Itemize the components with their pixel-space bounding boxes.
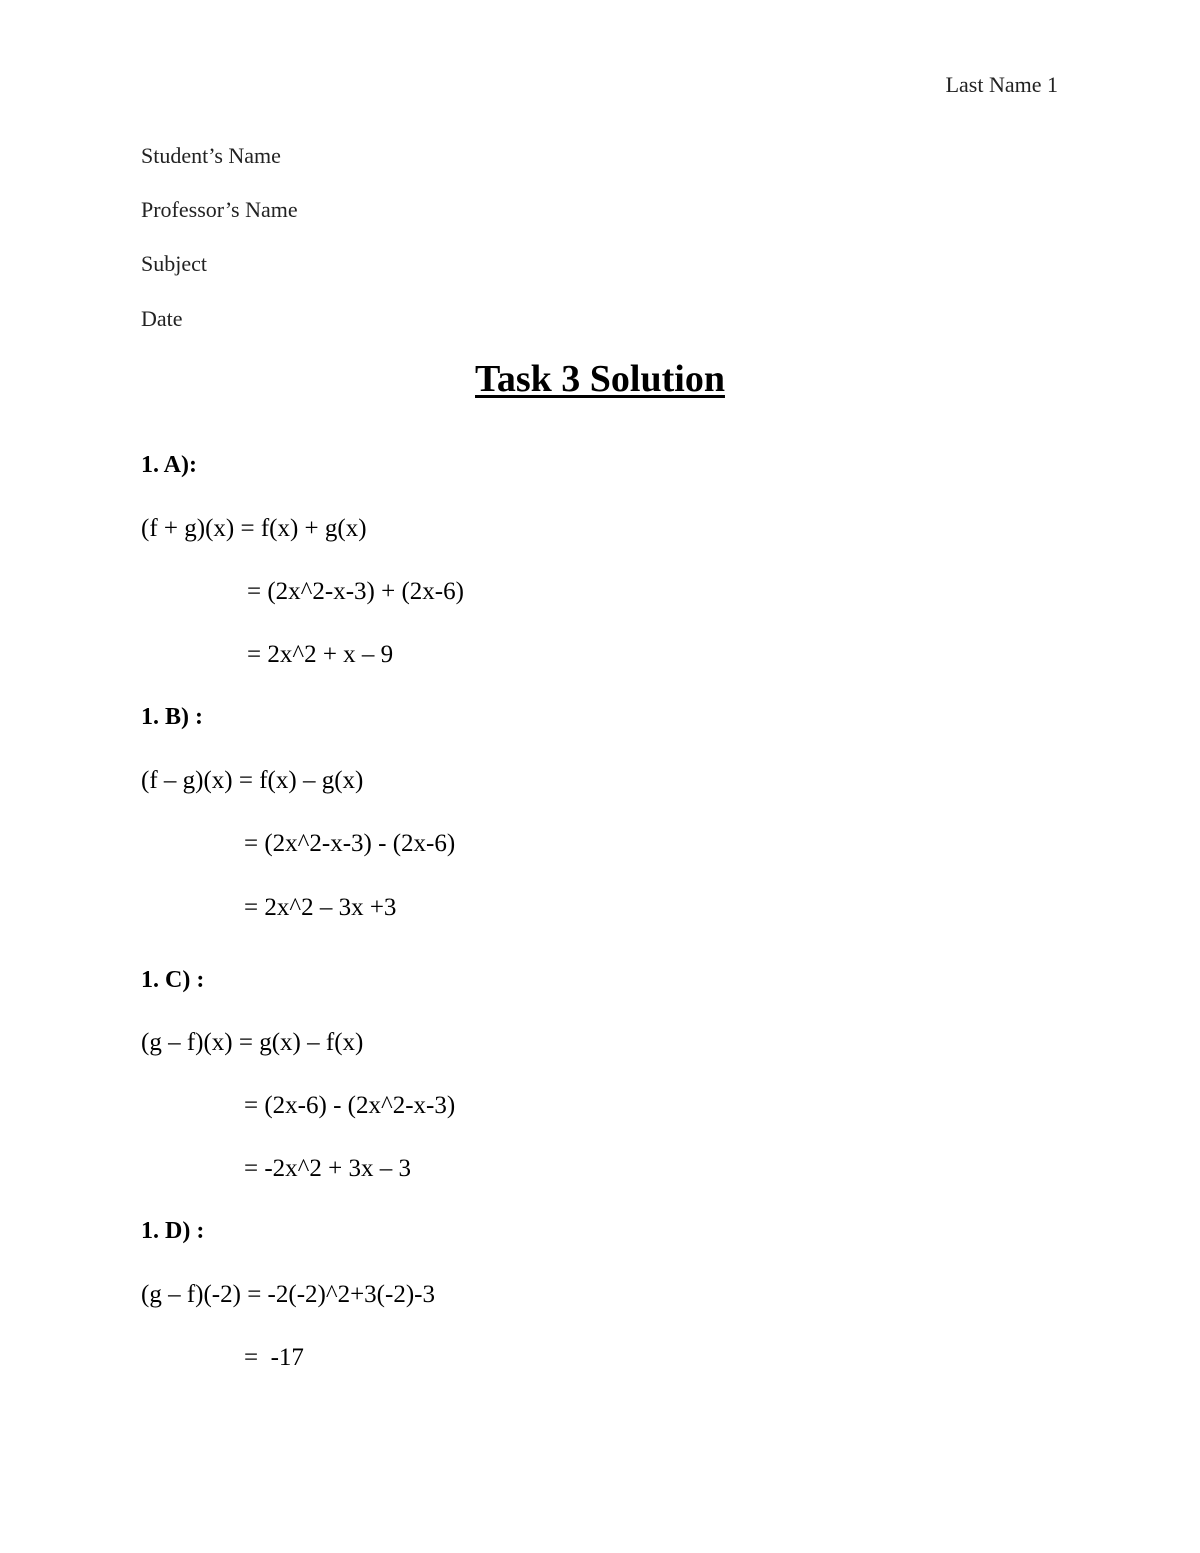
section-b-line-1: (f – g)(x) = f(x) – g(x) — [141, 767, 364, 794]
subject: Subject — [141, 251, 207, 276]
section-c-line-3: = -2x^2 + 3x – 3 — [244, 1155, 412, 1182]
date: Date — [141, 306, 183, 331]
section-b-line-2: = (2x^2-x-3) - (2x-6) — [244, 830, 456, 857]
section-c-line-1: (g – f)(x) = g(x) – f(x) — [141, 1029, 364, 1056]
section-d-label: 1. D) : — [141, 1218, 205, 1244]
section-c-line-2: = (2x-6) - (2x^2-x-3) — [244, 1092, 456, 1119]
page-title: Task 3 Solution — [475, 358, 725, 400]
section-a-line-1: (f + g)(x) = f(x) + g(x) — [141, 515, 367, 542]
section-a-line-3: = 2x^2 + x – 9 — [247, 641, 394, 668]
section-a-label: 1. A): — [141, 452, 197, 478]
running-head: Last Name 1 — [945, 72, 1058, 97]
section-d-line-2: = -17 — [244, 1344, 304, 1371]
section-b-line-3: = 2x^2 – 3x +3 — [244, 894, 397, 921]
section-a-line-2: = (2x^2-x-3) + (2x-6) — [247, 578, 464, 605]
student-name: Student’s Name — [141, 143, 281, 168]
section-c-label: 1. C) : — [141, 967, 205, 993]
section-b-label: 1. B) : — [141, 704, 203, 730]
section-d-line-1: (g – f)(-2) = -2(-2)^2+3(-2)-3 — [141, 1281, 435, 1308]
professor-name: Professor’s Name — [141, 197, 298, 222]
